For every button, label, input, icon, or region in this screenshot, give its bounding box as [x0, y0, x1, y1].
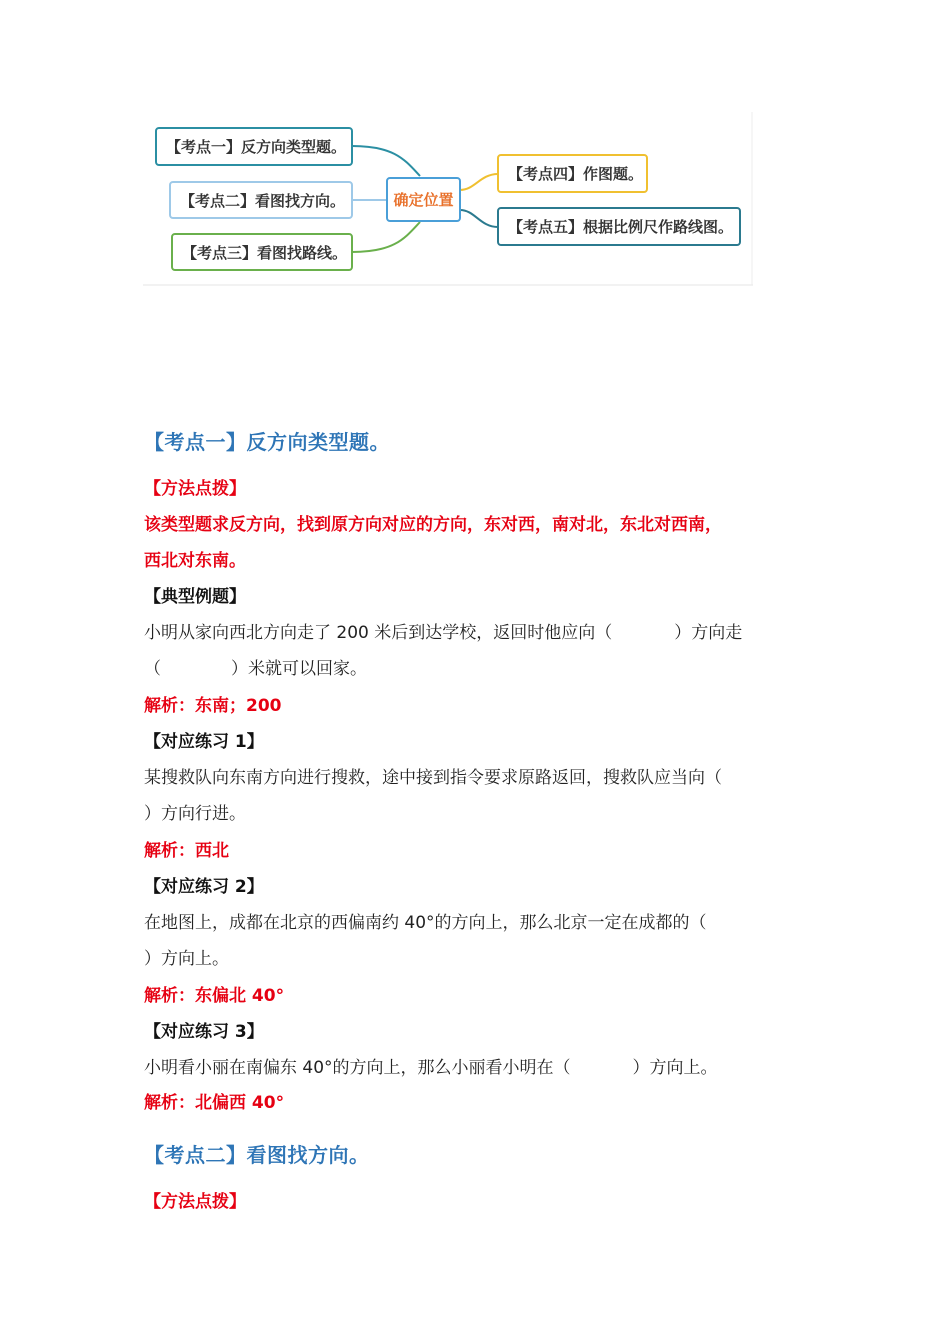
mindmap-node-5 [498, 208, 740, 245]
section1-ex3-label: 【对应练习 3】 [144, 1022, 264, 1042]
section1-ex2-text-2: ）方向上。 [144, 949, 229, 969]
mindmap-center-label: 确定位置 [393, 191, 454, 209]
connector-1 [352, 146, 420, 176]
section2-method-label: 【方法点拨】 [144, 1192, 246, 1212]
mind-map [0, 0, 950, 300]
connector-4 [460, 174, 498, 190]
section1-ex3-text [144, 1056, 718, 1080]
mindmap-node-1-label: 【考点一】反方向类型题。 [166, 138, 347, 156]
section1-method-text-1: 该类型题求反方向，找到原方向对应的方向，东对西，南对北，东北对西南， [144, 515, 722, 535]
section1-method-text-2: 西北对东南。 [144, 551, 246, 571]
ex3-text-a: 小明看小丽在南偏东 40°的方向上，那么小丽看小明在（ [144, 1058, 571, 1078]
example-text-1b: ）方向走 [674, 623, 743, 643]
section1-ex1-answer: 解析：西北 [144, 841, 229, 861]
section1-example-answer: 解析：东南；200 [144, 696, 282, 716]
mindmap-node-3-label: 【考点三】看图找路线。 [182, 244, 348, 262]
section1-ex2-answer: 解析：东偏北 40° [144, 986, 285, 1006]
connector-3 [352, 222, 420, 252]
example-text-2a: （ [144, 659, 161, 679]
section1-example-line-1 [144, 621, 742, 645]
mindmap-node-3 [172, 234, 352, 270]
mindmap-node-1 [156, 128, 352, 165]
mindmap-node-5-label: 【考点五】根据比例尺作路线图。 [508, 218, 734, 236]
section1-title: 【考点一】反方向类型题。 [144, 430, 390, 454]
example-text-1a: 小明从家向西北方向走了 200 米后到达学校，返回时他应向（ [144, 623, 613, 643]
mindmap-node-4-label: 【考点四】作图题。 [508, 165, 644, 183]
section2-title: 【考点二】看图找方向。 [144, 1143, 370, 1167]
mindmap-center-node [387, 178, 460, 221]
mindmap-node-2-label: 【考点二】看图找方向。 [180, 192, 346, 210]
section1-example-line-2 [144, 657, 367, 681]
mindmap-node-4 [498, 155, 647, 192]
example-text-2b: ）米就可以回家。 [231, 659, 367, 679]
mindmap-node-2 [170, 182, 352, 218]
section1-ex1-text-1: 某搜救队向东南方向进行搜救，途中接到指令要求原路返回，搜救队应当向（ [144, 768, 722, 788]
section1-ex2-label: 【对应练习 2】 [144, 877, 264, 897]
section1-ex2-text-1: 在地图上，成都在北京的西偏南约 40°的方向上，那么北京一定在成都的（ [144, 913, 707, 933]
section1-ex3-answer: 解析：北偏西 40° [144, 1093, 285, 1113]
connector-5 [460, 210, 498, 227]
section1-ex1-label: 【对应练习 1】 [144, 732, 264, 752]
section1-method-label: 【方法点拨】 [144, 479, 246, 499]
section1-example-label: 【典型例题】 [144, 587, 246, 607]
ex3-text-b: ）方向上。 [632, 1058, 718, 1078]
section1-ex1-text-2: ）方向行进。 [144, 804, 246, 824]
